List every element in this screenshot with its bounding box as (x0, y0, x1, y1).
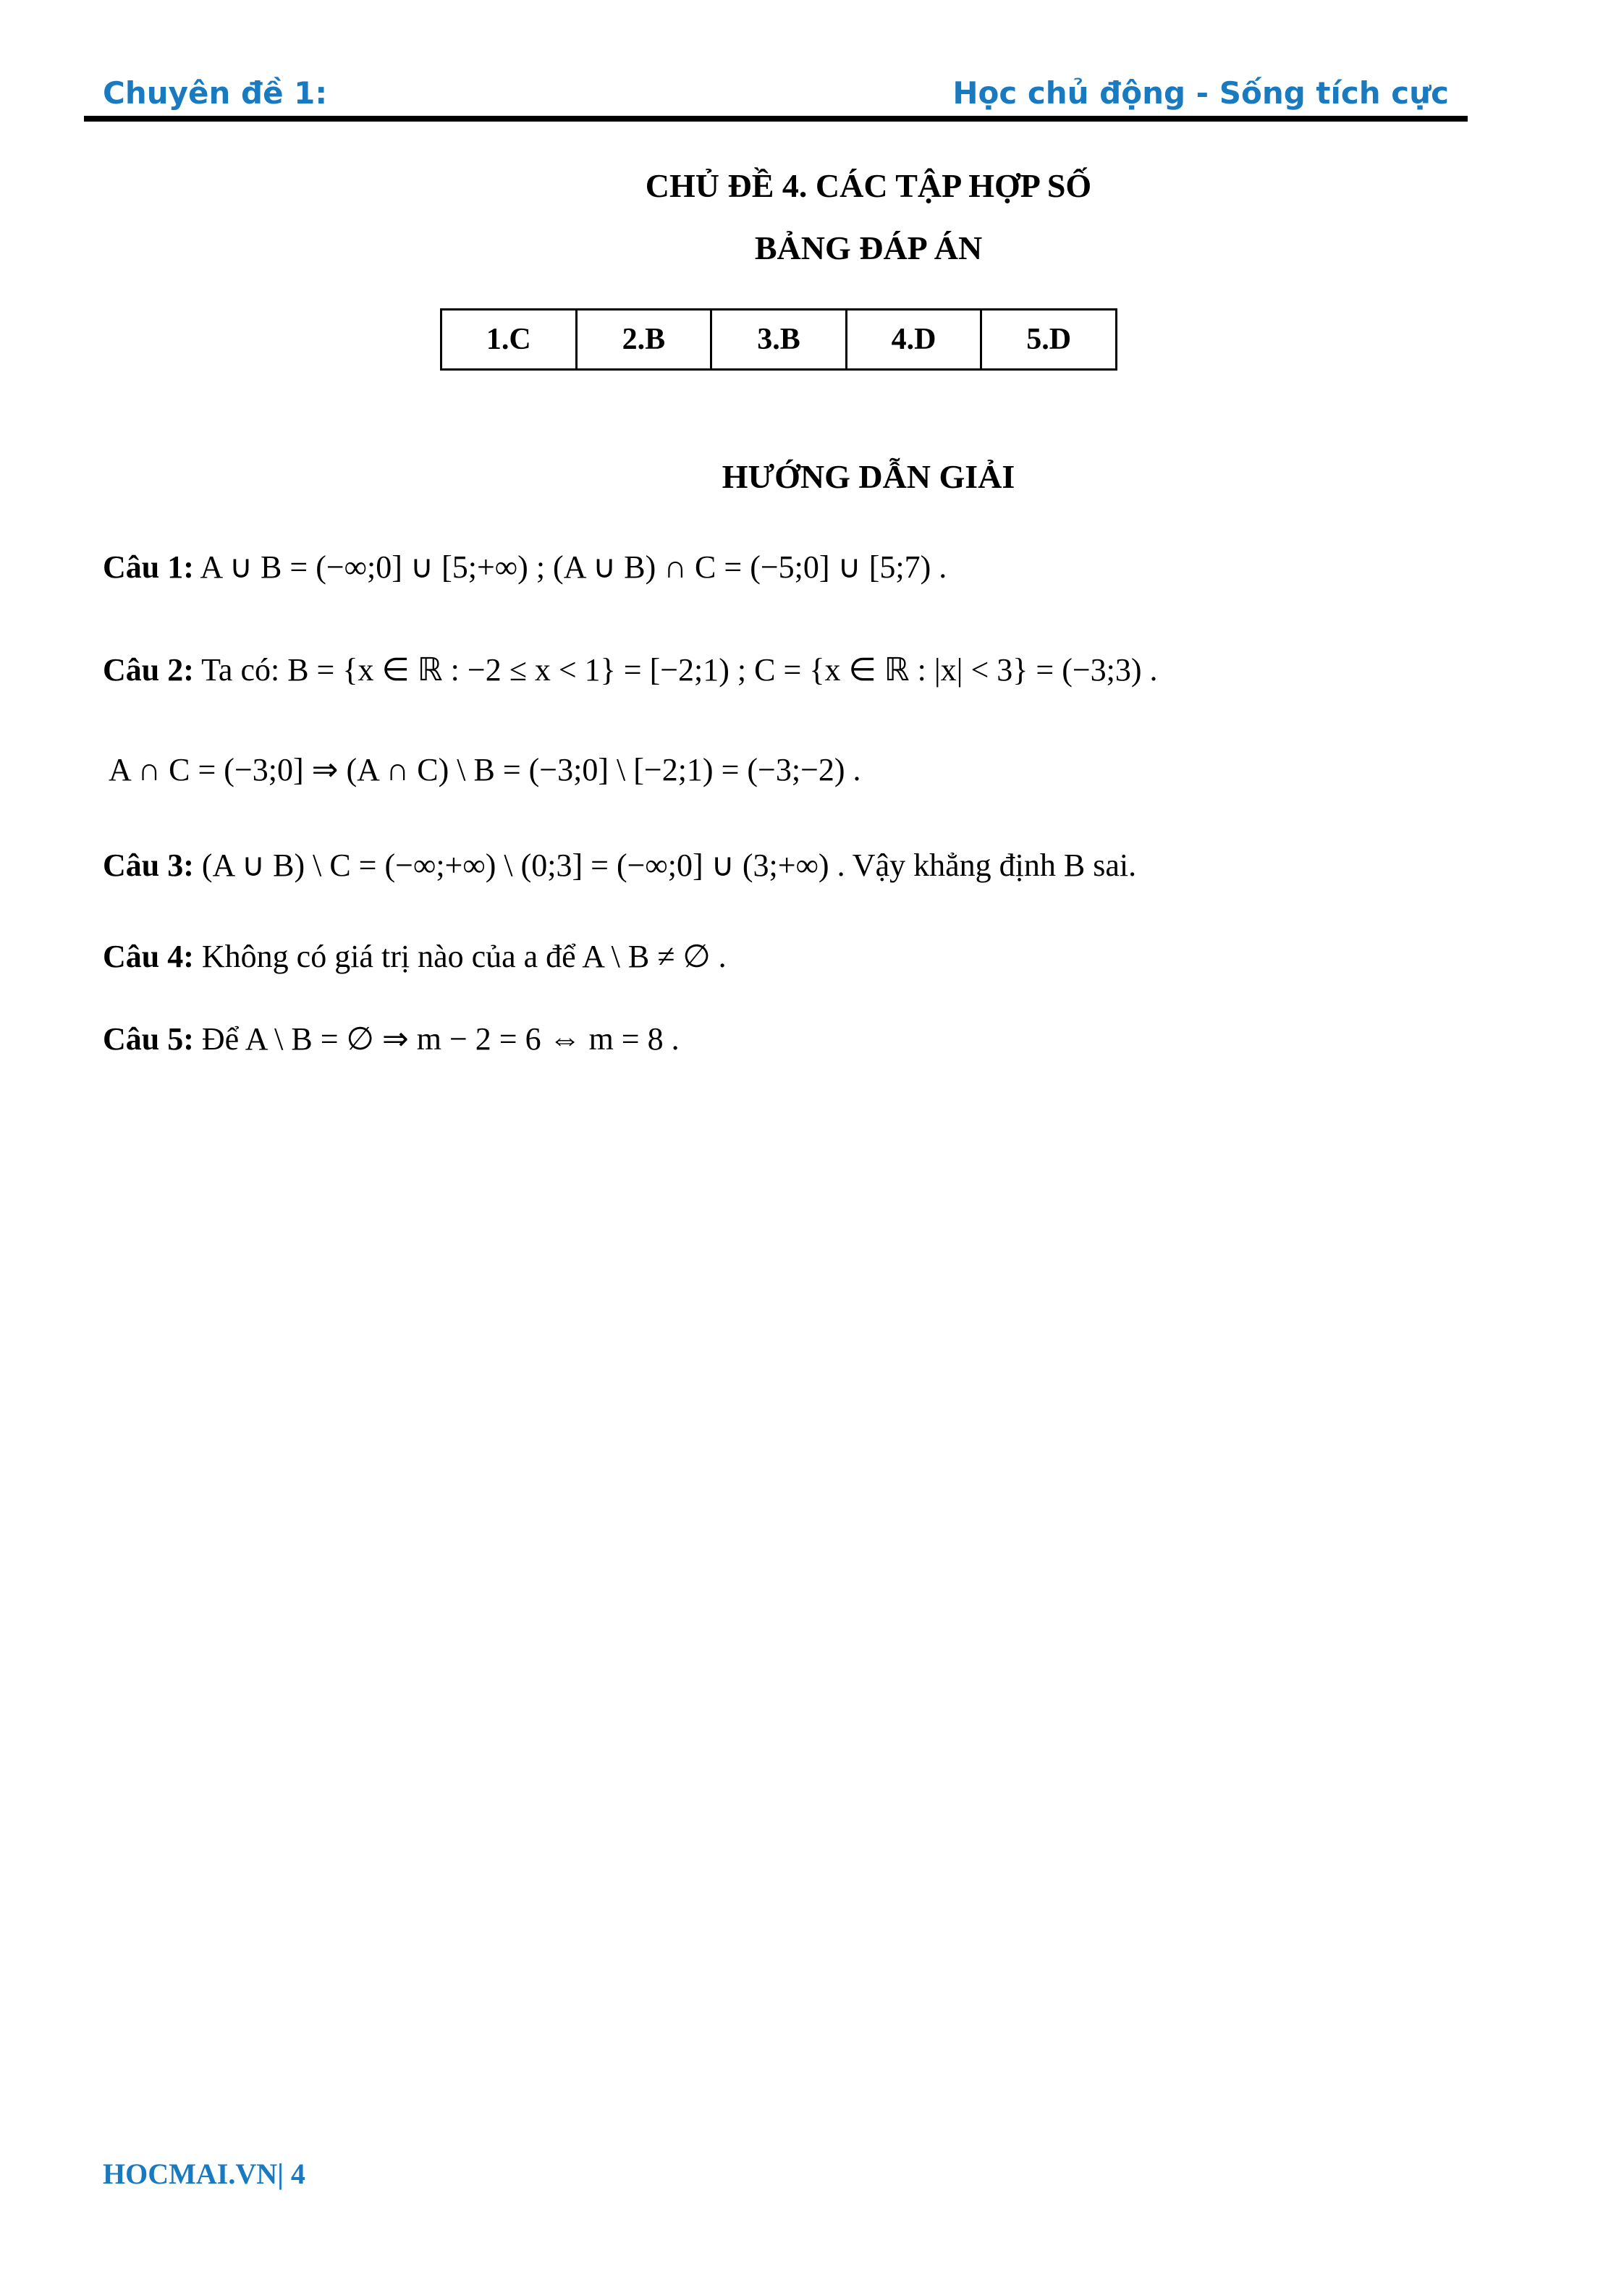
q4-label: Câu 4: (103, 939, 194, 974)
q5-text: Để A \ B = ∅ ⇒ m − 2 = 6 ⇔ m = 8 . (193, 1021, 680, 1057)
q5-label: Câu 5: (103, 1021, 194, 1057)
q4-text: Không có giá trị nào của a để A \ B ≠ ∅ . (193, 939, 727, 974)
solution-title: HƯỚNG DẪN GIẢI (722, 458, 1015, 495)
solution-q2-continued (109, 751, 861, 788)
page-footer: HOCMAI.VN| 4 (103, 2158, 305, 2190)
q3-text: (A ∪ B) \ C = (−∞;+∞) \ (0;3] = (−∞;0] ∪ (3;+∞) . Vậy khẳng định B sai. (193, 848, 1137, 883)
q2-text: Ta có: B = {x ∈ ℝ : −2 ≤ x < 1} = [−2;1) ; C = {x ∈ ℝ : |x| < 3} = (−3;3) . (193, 652, 1158, 688)
q2-label: Câu 2: (103, 652, 194, 688)
solution-q3 (103, 847, 1136, 884)
answer-row (441, 310, 1117, 370)
answer-cell: 4.D (846, 310, 981, 370)
q1-label: Câu 1: (103, 549, 194, 585)
answer-table (440, 308, 1117, 371)
answer-cell: 1.C (441, 310, 577, 370)
q3-label: Câu 3: (103, 848, 194, 883)
answer-cell: 5.D (981, 310, 1117, 370)
answer-cell: 3.B (711, 310, 847, 370)
q2-text-b: A ∩ C = (−3;0] ⇒ (A ∩ C) \ B = (−3;0] \ [−2;1) = (−3;−2) . (109, 752, 861, 787)
solution-q1 (103, 549, 947, 586)
q1-text: A ∪ B = (−∞;0] ∪ [5;+∞) ; (A ∪ B) ∩ C = (−5;0] ∪ [5;7) . (193, 549, 947, 585)
solution-q4 (103, 938, 727, 975)
answer-table-title: BẢNG ĐÁP ÁN (754, 229, 983, 266)
header-topic: Chuyên đề 1: (103, 75, 328, 111)
answer-cell: 2.B (576, 310, 711, 370)
solution-q5 (103, 1021, 680, 1057)
document-title: CHỦ ĐỀ 4. CÁC TẬP HỢP SỐ (645, 167, 1092, 204)
header-slogan: Học chủ động - Sống tích cực (952, 75, 1449, 111)
page-header (103, 75, 1449, 119)
solution-q2 (103, 651, 1158, 688)
header-divider (84, 116, 1468, 122)
